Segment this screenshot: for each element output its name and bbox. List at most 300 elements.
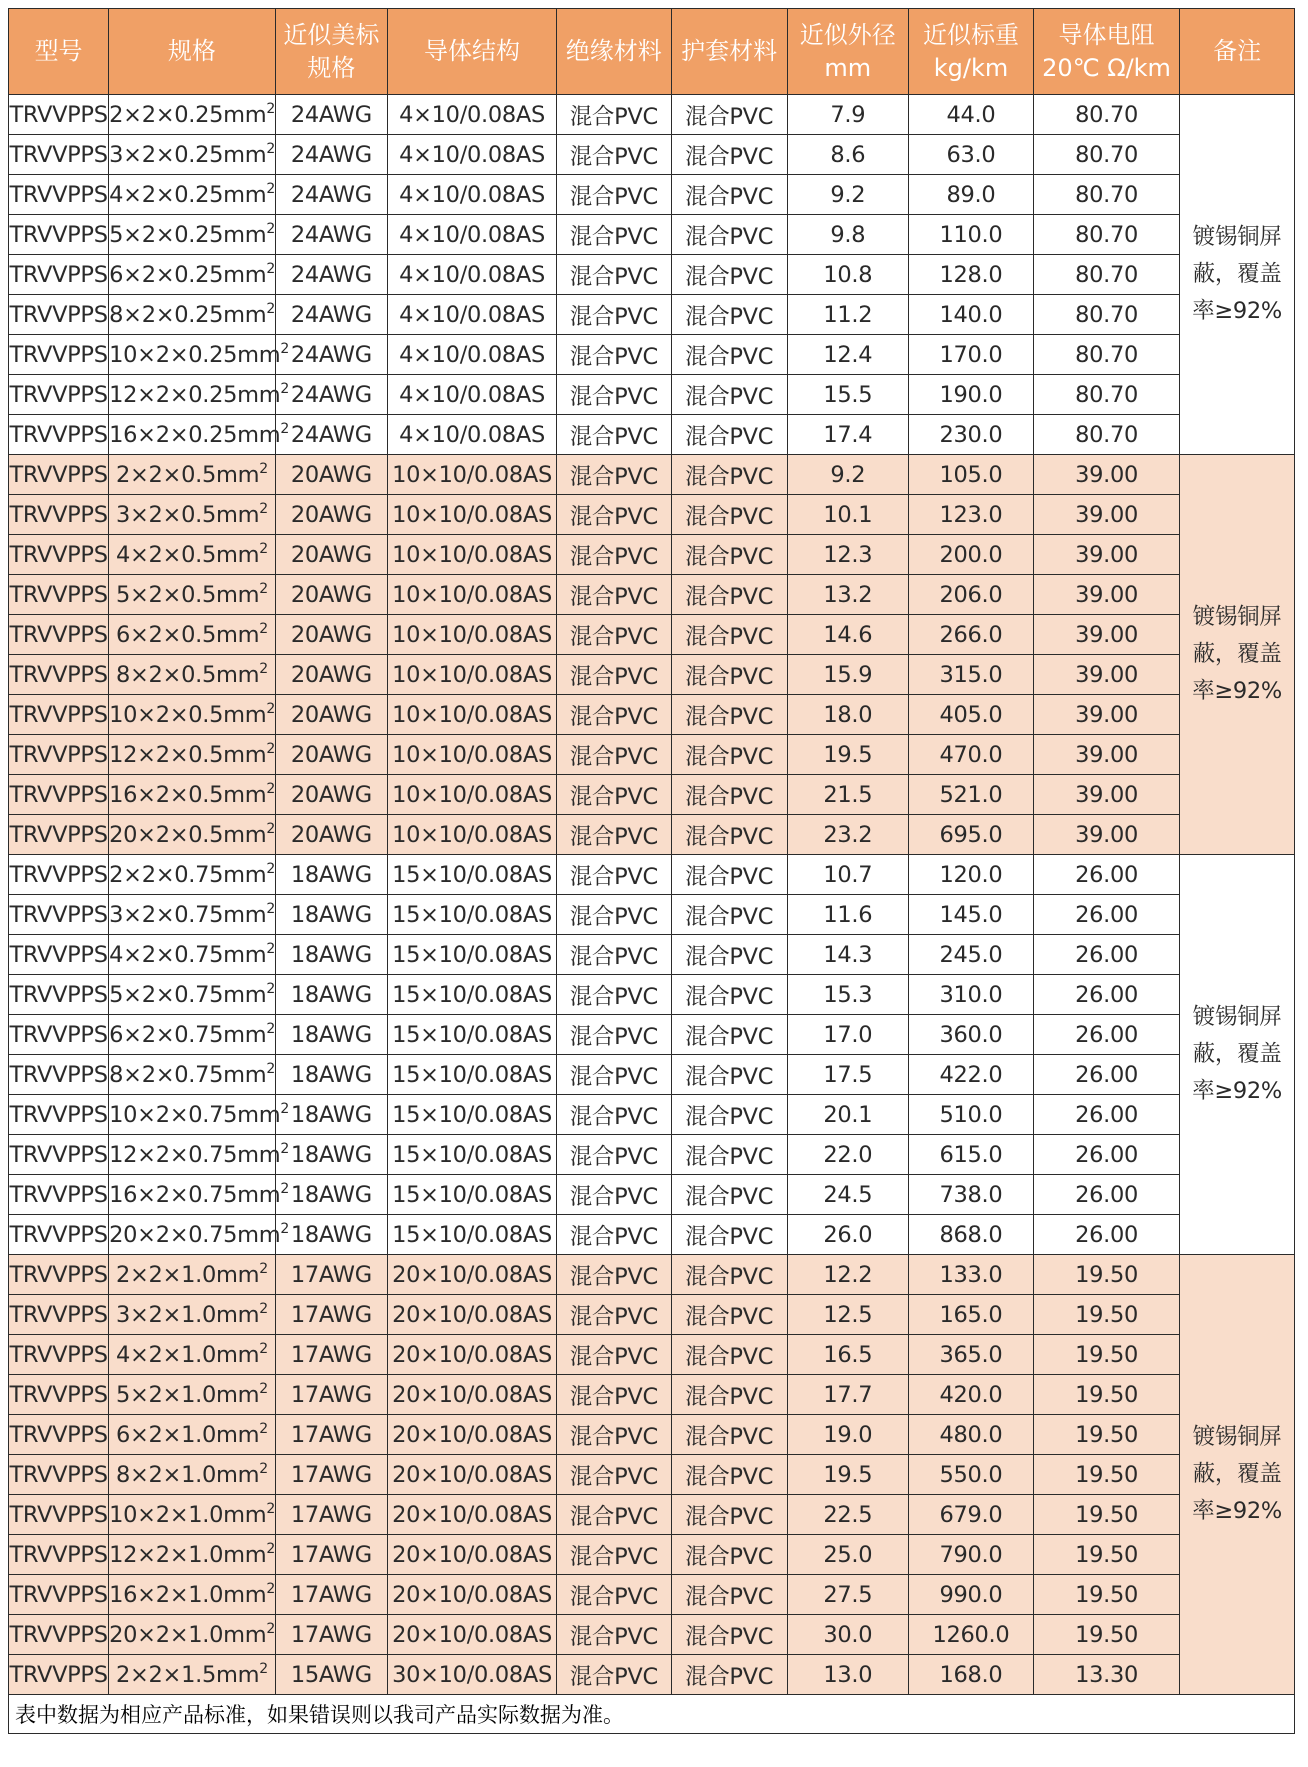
cell-sheath bbox=[671, 255, 787, 295]
cell-model bbox=[9, 855, 109, 895]
cell-weight bbox=[909, 495, 1034, 535]
cell-spec bbox=[109, 455, 276, 495]
spec-value: 3×2×1.0mm bbox=[115, 1301, 260, 1328]
weight-value: 679.0 bbox=[939, 1501, 1003, 1528]
weight-value: 245.0 bbox=[939, 941, 1003, 968]
sheath-value: 混合PVC bbox=[685, 1343, 774, 1370]
cell-sheath bbox=[671, 1095, 787, 1135]
cell-conductor bbox=[388, 1015, 557, 1055]
table-row bbox=[9, 255, 1295, 295]
cell-insulation bbox=[556, 295, 671, 335]
od-value: 7.9 bbox=[830, 101, 866, 128]
spec-superscript: 2 bbox=[266, 1580, 276, 1597]
resistance-value: 19.50 bbox=[1075, 1301, 1138, 1328]
cell-resistance bbox=[1033, 1455, 1179, 1495]
cell-weight bbox=[909, 1415, 1034, 1455]
spec-value: 2×2×1.0mm bbox=[115, 1261, 260, 1288]
cell-conductor bbox=[388, 1135, 557, 1175]
insulation-value: 混合PVC bbox=[569, 103, 658, 130]
cell-spec bbox=[109, 615, 276, 655]
cell-model bbox=[9, 1575, 109, 1615]
od-value: 20.1 bbox=[823, 1101, 873, 1128]
awg-value: 20AWG bbox=[290, 541, 372, 568]
cell-resistance bbox=[1033, 175, 1179, 215]
cell-conductor bbox=[388, 895, 557, 935]
resistance-value: 39.00 bbox=[1075, 661, 1138, 688]
model-value: TRVVPPS bbox=[9, 981, 108, 1008]
cell-conductor bbox=[388, 1175, 557, 1215]
od-value: 11.6 bbox=[823, 901, 873, 928]
cell-awg bbox=[275, 1055, 388, 1095]
sheath-value: 混合PVC bbox=[685, 703, 774, 730]
od-value: 10.8 bbox=[823, 261, 873, 288]
cell-weight bbox=[909, 975, 1034, 1015]
cell-resistance bbox=[1033, 615, 1179, 655]
cell-spec bbox=[109, 255, 276, 295]
model-value: TRVVPPS bbox=[9, 1661, 108, 1688]
cell-od bbox=[787, 655, 909, 695]
cell-od bbox=[787, 1615, 909, 1655]
cell-model bbox=[9, 695, 109, 735]
spec-superscript: 2 bbox=[266, 300, 276, 317]
cell-awg bbox=[275, 695, 388, 735]
od-value: 25.0 bbox=[823, 1541, 873, 1568]
cell-weight bbox=[909, 1215, 1034, 1255]
cell-od bbox=[787, 1415, 909, 1455]
cell-note: 镀锡铜屏蔽，覆盖率≥92% bbox=[1180, 455, 1295, 855]
cell-weight bbox=[909, 1055, 1034, 1095]
weight-value: 405.0 bbox=[939, 701, 1003, 728]
od-value: 30.0 bbox=[823, 1621, 873, 1648]
model-value: TRVVPPS bbox=[9, 1101, 108, 1128]
model-value: TRVVPPS bbox=[9, 861, 108, 888]
cell-sheath bbox=[671, 655, 787, 695]
insulation-value: 混合PVC bbox=[569, 623, 658, 650]
model-value: TRVVPPS bbox=[9, 741, 108, 768]
od-value: 9.2 bbox=[830, 181, 866, 208]
cell-model bbox=[9, 95, 109, 135]
header-od: 近似外径mm bbox=[787, 9, 909, 95]
resistance-value: 26.00 bbox=[1075, 1021, 1138, 1048]
cell-spec bbox=[109, 335, 290, 375]
awg-value: 24AWG bbox=[290, 421, 372, 448]
weight-value: 206.0 bbox=[939, 581, 1003, 608]
weight-value: 360.0 bbox=[939, 1021, 1003, 1048]
cell-od bbox=[787, 135, 909, 175]
cell-conductor bbox=[388, 295, 557, 335]
cell-weight bbox=[909, 775, 1034, 815]
conductor-value: 10×10/0.08AS bbox=[392, 581, 552, 608]
insulation-value: 混合PVC bbox=[569, 343, 658, 370]
cell-resistance bbox=[1033, 95, 1179, 135]
cell-sheath bbox=[671, 335, 787, 375]
cell-model bbox=[9, 615, 109, 655]
sheath-value: 混合PVC bbox=[685, 143, 774, 170]
cell-resistance bbox=[1033, 1415, 1179, 1455]
cell-weight bbox=[909, 1455, 1034, 1495]
cell-sheath bbox=[671, 1015, 787, 1055]
spec-superscript: 2 bbox=[259, 620, 268, 637]
cell-od bbox=[787, 1495, 909, 1535]
sheath-value: 混合PVC bbox=[685, 1663, 774, 1690]
cell-od bbox=[787, 295, 909, 335]
od-value: 9.8 bbox=[830, 221, 866, 248]
cell-od bbox=[787, 1335, 909, 1375]
cell-awg bbox=[275, 1375, 388, 1415]
header-resistance: 导体电阻20℃ Ω/km bbox=[1033, 9, 1179, 95]
weight-value: 200.0 bbox=[939, 541, 1003, 568]
cell-insulation bbox=[556, 1615, 671, 1655]
cell-spec bbox=[109, 735, 276, 775]
cell-weight bbox=[909, 1495, 1034, 1535]
conductor-value: 10×10/0.08AS bbox=[392, 781, 552, 808]
spec-superscript: 2 bbox=[259, 580, 268, 597]
weight-value: 230.0 bbox=[939, 421, 1003, 448]
table-row bbox=[9, 1535, 1295, 1575]
cell-insulation bbox=[556, 1335, 671, 1375]
cell-weight bbox=[909, 455, 1034, 495]
table-row bbox=[9, 1295, 1295, 1335]
resistance-value: 80.70 bbox=[1075, 421, 1138, 448]
header-model: 型号 bbox=[9, 9, 109, 95]
conductor-value: 20×10/0.08AS bbox=[392, 1541, 552, 1568]
cell-conductor bbox=[388, 255, 557, 295]
cell-weight bbox=[909, 1255, 1034, 1295]
cell-sheath bbox=[671, 1415, 787, 1455]
spec-superscript: 2 bbox=[280, 1180, 290, 1197]
spec-superscript: 2 bbox=[266, 740, 276, 757]
insulation-value: 混合PVC bbox=[569, 743, 658, 770]
od-value: 21.5 bbox=[823, 781, 873, 808]
table-row bbox=[9, 1415, 1295, 1455]
cell-spec bbox=[109, 1415, 276, 1455]
insulation-value: 混合PVC bbox=[569, 983, 658, 1010]
model-value: TRVVPPS bbox=[9, 301, 108, 328]
resistance-value: 39.00 bbox=[1075, 581, 1138, 608]
table-row bbox=[9, 95, 1295, 135]
insulation-value: 混合PVC bbox=[569, 423, 658, 450]
table-row bbox=[9, 1455, 1295, 1495]
cell-conductor bbox=[388, 855, 557, 895]
awg-value: 24AWG bbox=[290, 301, 372, 328]
sheath-value: 混合PVC bbox=[685, 623, 774, 650]
od-value: 27.5 bbox=[823, 1581, 873, 1608]
cell-spec bbox=[109, 295, 276, 335]
cell-weight bbox=[909, 735, 1034, 775]
insulation-value: 混合PVC bbox=[569, 1463, 658, 1490]
cell-insulation bbox=[556, 255, 671, 295]
awg-value: 24AWG bbox=[290, 181, 372, 208]
insulation-value: 混合PVC bbox=[569, 303, 658, 330]
cell-resistance bbox=[1033, 1215, 1179, 1255]
table-row bbox=[9, 175, 1295, 215]
cell-sheath bbox=[671, 855, 787, 895]
cell-spec bbox=[109, 1215, 290, 1255]
conductor-value: 20×10/0.08AS bbox=[392, 1381, 552, 1408]
weight-value: 422.0 bbox=[939, 1061, 1003, 1088]
spec-value: 3×2×0.5mm bbox=[115, 501, 260, 528]
cell-model bbox=[9, 1015, 109, 1055]
cell-sheath bbox=[671, 455, 787, 495]
cell-awg bbox=[275, 935, 388, 975]
spec-value: 2×2×0.25mm bbox=[109, 101, 267, 128]
spec-superscript: 2 bbox=[280, 340, 290, 357]
weight-value: 105.0 bbox=[939, 461, 1003, 488]
cell-spec bbox=[109, 775, 276, 815]
spec-superscript: 2 bbox=[266, 1500, 276, 1517]
cell-resistance bbox=[1033, 695, 1179, 735]
spec-superscript: 2 bbox=[259, 1300, 268, 1317]
cell-sheath bbox=[671, 735, 787, 775]
weight-value: 790.0 bbox=[939, 1541, 1003, 1568]
cell-model bbox=[9, 215, 109, 255]
cell-weight bbox=[909, 695, 1034, 735]
insulation-value: 混合PVC bbox=[569, 863, 658, 890]
spec-value: 16×2×0.5mm bbox=[109, 781, 267, 808]
cell-resistance bbox=[1033, 215, 1179, 255]
cell-spec bbox=[109, 935, 276, 975]
cell-insulation bbox=[556, 855, 671, 895]
resistance-value: 80.70 bbox=[1075, 341, 1138, 368]
cell-resistance bbox=[1033, 975, 1179, 1015]
insulation-value: 混合PVC bbox=[569, 1223, 658, 1250]
cell-spec bbox=[109, 1055, 276, 1095]
insulation-value: 混合PVC bbox=[569, 663, 658, 690]
table-row bbox=[9, 335, 1295, 375]
table-row bbox=[9, 215, 1295, 255]
spec-value: 2×2×0.75mm bbox=[109, 861, 267, 888]
cell-weight bbox=[909, 295, 1034, 335]
cell-model bbox=[9, 1455, 109, 1495]
od-value: 8.6 bbox=[830, 141, 866, 168]
cell-conductor bbox=[388, 375, 557, 415]
cell-conductor bbox=[388, 1615, 557, 1655]
cell-conductor bbox=[388, 1295, 557, 1335]
model-value: TRVVPPS bbox=[9, 1341, 108, 1368]
cell-weight bbox=[909, 1615, 1034, 1655]
awg-value: 18AWG bbox=[290, 1061, 372, 1088]
conductor-value: 4×10/0.08AS bbox=[399, 101, 545, 128]
od-value: 14.3 bbox=[823, 941, 873, 968]
cell-spec bbox=[109, 1255, 276, 1295]
model-value: TRVVPPS bbox=[9, 1141, 108, 1168]
spec-value: 10×2×0.5mm bbox=[109, 701, 267, 728]
cell-insulation bbox=[556, 895, 671, 935]
resistance-value: 19.50 bbox=[1075, 1381, 1138, 1408]
weight-value: 310.0 bbox=[939, 981, 1003, 1008]
sheath-value: 混合PVC bbox=[685, 1143, 774, 1170]
cell-od bbox=[787, 1055, 909, 1095]
spec-superscript: 2 bbox=[266, 1540, 276, 1557]
resistance-value: 80.70 bbox=[1075, 181, 1138, 208]
sheath-value: 混合PVC bbox=[685, 423, 774, 450]
awg-value: 17AWG bbox=[290, 1621, 372, 1648]
cell-insulation bbox=[556, 135, 671, 175]
table-row bbox=[9, 735, 1295, 775]
table-row bbox=[9, 1495, 1295, 1535]
awg-value: 15AWG bbox=[290, 1661, 372, 1688]
table-row bbox=[9, 1015, 1295, 1055]
cell-spec bbox=[109, 815, 276, 855]
spec-superscript: 2 bbox=[259, 1420, 268, 1437]
cell-spec bbox=[109, 375, 290, 415]
cell-model bbox=[9, 1415, 109, 1455]
table-row bbox=[9, 1175, 1295, 1215]
insulation-value: 混合PVC bbox=[569, 1063, 658, 1090]
spec-value: 6×2×0.75mm bbox=[109, 1021, 267, 1048]
cell-od bbox=[787, 575, 909, 615]
cell-conductor bbox=[388, 1415, 557, 1455]
spec-superscript: 2 bbox=[266, 1020, 276, 1037]
cell-weight bbox=[909, 1295, 1034, 1335]
table-row bbox=[9, 775, 1295, 815]
sheath-value: 混合PVC bbox=[685, 1183, 774, 1210]
header-sheath: 护套材料 bbox=[671, 9, 787, 95]
sheath-value: 混合PVC bbox=[685, 863, 774, 890]
cell-insulation bbox=[556, 175, 671, 215]
awg-value: 24AWG bbox=[290, 141, 372, 168]
spec-value: 4×2×0.75mm bbox=[109, 941, 267, 968]
conductor-value: 4×10/0.08AS bbox=[399, 181, 545, 208]
cell-od bbox=[787, 455, 909, 495]
cell-spec bbox=[109, 535, 276, 575]
cell-sheath bbox=[671, 535, 787, 575]
conductor-value: 15×10/0.08AS bbox=[392, 1221, 552, 1248]
cell-insulation bbox=[556, 1535, 671, 1575]
spec-value: 16×2×0.25mm bbox=[109, 421, 281, 448]
spec-superscript: 2 bbox=[266, 820, 276, 837]
conductor-value: 15×10/0.08AS bbox=[392, 1101, 552, 1128]
sheath-value: 混合PVC bbox=[685, 303, 774, 330]
od-value: 13.0 bbox=[823, 1661, 873, 1688]
cell-sheath bbox=[671, 1655, 787, 1695]
cell-spec bbox=[109, 1535, 276, 1575]
resistance-value: 80.70 bbox=[1075, 141, 1138, 168]
cell-insulation bbox=[556, 415, 671, 455]
sheath-value: 混合PVC bbox=[685, 1223, 774, 1250]
model-value: TRVVPPS bbox=[9, 701, 108, 728]
spec-value: 12×2×0.5mm bbox=[109, 741, 267, 768]
cell-resistance bbox=[1033, 1335, 1179, 1375]
cell-od bbox=[787, 1255, 909, 1295]
spec-value: 10×2×0.25mm bbox=[109, 341, 281, 368]
cell-conductor bbox=[388, 935, 557, 975]
awg-value: 20AWG bbox=[290, 621, 372, 648]
spec-value: 16×2×0.75mm bbox=[109, 1181, 281, 1208]
cell-spec bbox=[109, 575, 276, 615]
cell-model bbox=[9, 575, 109, 615]
weight-value: 420.0 bbox=[939, 1381, 1003, 1408]
model-value: TRVVPPS bbox=[9, 261, 108, 288]
header-weight: 近似标重kg/km bbox=[909, 9, 1034, 95]
cell-sheath bbox=[671, 295, 787, 335]
table-row bbox=[9, 1575, 1295, 1615]
cell-resistance bbox=[1033, 1015, 1179, 1055]
cell-model bbox=[9, 1135, 109, 1175]
cell-resistance bbox=[1033, 775, 1179, 815]
awg-value: 18AWG bbox=[290, 1101, 372, 1128]
insulation-value: 混合PVC bbox=[569, 143, 658, 170]
table-row bbox=[9, 455, 1295, 495]
cell-conductor bbox=[388, 415, 557, 455]
cell-od bbox=[787, 1575, 909, 1615]
cell-spec bbox=[109, 1615, 276, 1655]
model-value: TRVVPPS bbox=[9, 1581, 108, 1608]
insulation-value: 混合PVC bbox=[569, 943, 658, 970]
od-value: 15.3 bbox=[823, 981, 873, 1008]
od-value: 23.2 bbox=[823, 821, 873, 848]
cell-conductor bbox=[388, 95, 557, 135]
cell-insulation bbox=[556, 1495, 671, 1535]
cell-spec bbox=[109, 135, 276, 175]
conductor-value: 15×10/0.08AS bbox=[392, 1141, 552, 1168]
footer-note: 表中数据为相应产品标准，如果错误则以我司产品实际数据为准。 bbox=[9, 1695, 1295, 1734]
conductor-value: 20×10/0.08AS bbox=[392, 1421, 552, 1448]
model-value: TRVVPPS bbox=[9, 1021, 108, 1048]
model-value: TRVVPPS bbox=[9, 181, 108, 208]
conductor-value: 4×10/0.08AS bbox=[399, 301, 545, 328]
cell-model bbox=[9, 735, 109, 775]
od-value: 19.0 bbox=[823, 1421, 873, 1448]
cell-sheath bbox=[671, 775, 787, 815]
cell-resistance bbox=[1033, 815, 1179, 855]
spec-table-container bbox=[8, 8, 1295, 1734]
cell-sheath bbox=[671, 1535, 787, 1575]
model-value: TRVVPPS bbox=[9, 1541, 108, 1568]
resistance-value: 80.70 bbox=[1075, 261, 1138, 288]
spec-superscript: 2 bbox=[280, 1140, 290, 1157]
weight-value: 170.0 bbox=[939, 341, 1003, 368]
cell-od bbox=[787, 335, 909, 375]
weight-value: 480.0 bbox=[939, 1421, 1003, 1448]
weight-value: 145.0 bbox=[939, 901, 1003, 928]
cell-conductor bbox=[388, 1455, 557, 1495]
cell-insulation bbox=[556, 1455, 671, 1495]
cell-insulation bbox=[556, 975, 671, 1015]
cell-sheath bbox=[671, 895, 787, 935]
cell-resistance bbox=[1033, 1575, 1179, 1615]
cell-model bbox=[9, 135, 109, 175]
resistance-value: 19.50 bbox=[1075, 1421, 1138, 1448]
sheath-value: 混合PVC bbox=[685, 223, 774, 250]
cell-spec bbox=[109, 95, 276, 135]
cell-model bbox=[9, 1255, 109, 1295]
spec-superscript: 2 bbox=[280, 1220, 290, 1237]
conductor-value: 4×10/0.08AS bbox=[399, 421, 545, 448]
cell-spec bbox=[109, 1015, 276, 1055]
spec-value: 8×2×0.75mm bbox=[109, 1061, 267, 1088]
cell-conductor bbox=[388, 215, 557, 255]
insulation-value: 混合PVC bbox=[569, 1343, 658, 1370]
insulation-value: 混合PVC bbox=[569, 263, 658, 290]
table-body bbox=[9, 95, 1295, 1695]
resistance-value: 26.00 bbox=[1075, 1101, 1138, 1128]
conductor-value: 15×10/0.08AS bbox=[392, 901, 552, 928]
od-value: 19.5 bbox=[823, 1461, 873, 1488]
cell-sheath bbox=[671, 695, 787, 735]
weight-value: 110.0 bbox=[939, 221, 1003, 248]
cell-resistance bbox=[1033, 495, 1179, 535]
weight-value: 44.0 bbox=[946, 101, 996, 128]
cell-awg bbox=[275, 1655, 388, 1695]
cell-od bbox=[787, 175, 909, 215]
cell-resistance bbox=[1033, 455, 1179, 495]
cell-conductor bbox=[388, 695, 557, 735]
cell-od bbox=[787, 1175, 909, 1215]
resistance-value: 39.00 bbox=[1075, 541, 1138, 568]
spec-superscript: 2 bbox=[266, 140, 276, 157]
cell-insulation bbox=[556, 1255, 671, 1295]
